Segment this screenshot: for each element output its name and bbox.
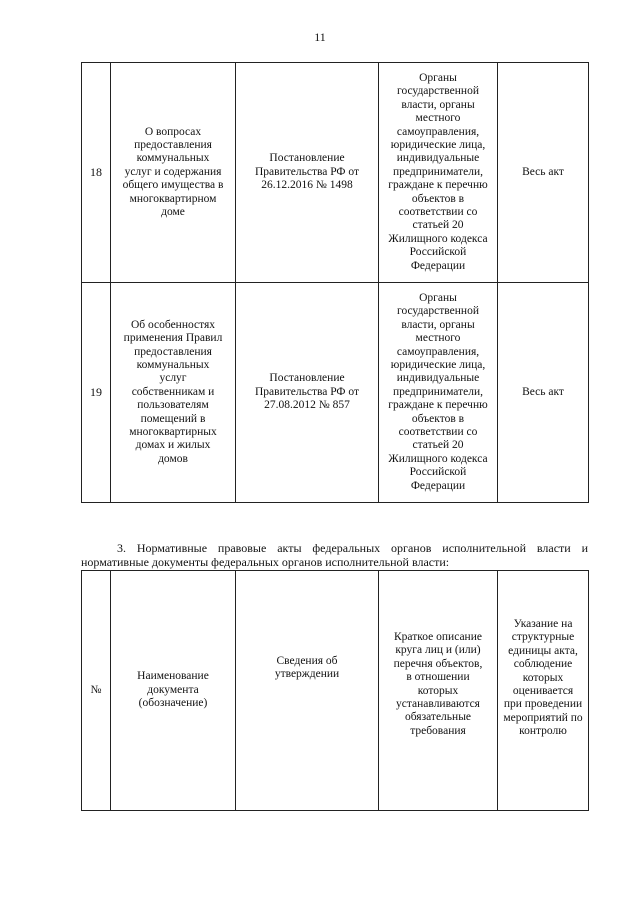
text-line: документа [147, 683, 199, 696]
text-line: юридические лица, [390, 138, 486, 151]
scope-units: Весь акт [498, 63, 589, 283]
text-line: Краткое описание [394, 631, 482, 643]
row-number: 18 [82, 63, 111, 283]
text-line: соответствии со [398, 206, 478, 219]
text-line: Сведения об [276, 655, 338, 667]
text-line: домах и жилых [135, 439, 211, 452]
text-line: круга лиц и (или) [395, 644, 481, 657]
section-3-heading: 3. Нормативные правовые акты федеральных органов исполнительной власти и нормативные документы федеральных органов исполнительной власти: [81, 541, 588, 569]
text-line: Федерации [410, 259, 466, 272]
text-line: государственной [397, 305, 479, 318]
text-line: Об особенностях [130, 318, 216, 331]
text-line: соответствии со [398, 426, 478, 439]
text-line: применения Правил [123, 332, 223, 345]
table-row [82, 63, 589, 283]
text-line: Правительства РФ от [254, 165, 360, 178]
text-line: Постановление [269, 372, 345, 385]
text-line: Органы [419, 71, 457, 84]
text-line: устанавливаются [396, 698, 480, 711]
text-line: услуг [159, 372, 187, 385]
text-line: Российской [409, 466, 467, 479]
header-name [111, 571, 236, 811]
acts-table-continued [81, 62, 589, 503]
text-line: Органы [419, 291, 457, 304]
text-line: требования [410, 724, 466, 737]
table-row [82, 283, 589, 503]
text-line: местного [415, 332, 461, 345]
text-line: которых [417, 684, 459, 697]
text-line: соблюдение [513, 658, 573, 671]
text-line: общего имущества в [122, 179, 224, 192]
text-line: предприниматели, [393, 165, 483, 178]
text-line: домов [158, 452, 188, 465]
text-line: индивидуальные [396, 152, 480, 165]
text-line: при проведении [503, 698, 583, 711]
text-line: 27.08.2012 № 857 [264, 399, 350, 412]
text-line: в отношении [406, 671, 470, 684]
text-line: местного [415, 112, 461, 125]
approval-info [236, 63, 379, 283]
text-line: Наименование [137, 670, 209, 683]
text-line: власти, органы [401, 98, 475, 111]
approval-info [236, 283, 379, 503]
text-line: предприниматели, [393, 385, 483, 398]
text-line: Правительства РФ от [254, 385, 360, 398]
text-line: многоквартирных [129, 426, 217, 439]
text-line: Постановление [269, 152, 345, 165]
text-line: пользователям [137, 399, 209, 412]
text-line: услуг и содержания [124, 165, 222, 178]
subjects-description [379, 63, 498, 283]
federal-acts-table [81, 570, 589, 811]
text-line: коммунальных [136, 358, 210, 371]
text-line: обязательные [404, 711, 472, 724]
text-line: предоставления [134, 138, 212, 151]
row-number: 19 [82, 283, 111, 503]
text-line: доме [161, 206, 185, 219]
text-line: объектов в [411, 192, 465, 205]
text-line: Федерации [410, 479, 466, 492]
text-line: утверждении [274, 668, 340, 681]
text-line: юридические лица, [390, 358, 486, 371]
text-line: перечня объектов, [393, 657, 483, 670]
subjects-description [379, 283, 498, 503]
text-line: О вопросах [144, 125, 202, 138]
text-line: Жилищного кодекса [388, 232, 488, 245]
text-line: Жилищного кодекса [388, 452, 488, 465]
table-header-row [82, 571, 589, 811]
text-line: Указание на [513, 618, 573, 630]
text-line: помещений в [140, 412, 206, 425]
text-line: многоквартирном [129, 192, 217, 205]
text-line: граждане к перечню [388, 179, 488, 192]
text-line: самоуправления, [396, 345, 480, 358]
text-line: (обозначение) [138, 697, 208, 710]
header-num: № [82, 571, 111, 811]
text-line: коммунальных [136, 152, 210, 165]
text-line: которых [522, 671, 564, 684]
text-line: индивидуальные [396, 372, 480, 385]
text-line: мероприятий по [503, 711, 583, 724]
text-line: государственной [397, 85, 479, 98]
text-line: самоуправления, [396, 125, 480, 138]
header-subjects [379, 571, 498, 811]
header-scope [498, 571, 589, 811]
document-name [111, 283, 236, 503]
document-name [111, 63, 236, 283]
text-line: собственникам и [131, 385, 215, 398]
text-line: статьей 20 [412, 439, 464, 452]
text-line: предоставления [134, 345, 212, 358]
header-approval [236, 571, 379, 811]
text-line: статьей 20 [412, 219, 464, 232]
text-line: граждане к перечню [388, 399, 488, 412]
scope-units: Весь акт [498, 283, 589, 503]
text-line: власти, органы [401, 318, 475, 331]
text-line: структурные [511, 631, 575, 644]
page-number: 11 [314, 30, 326, 44]
text-line: оценивается [512, 685, 574, 698]
text-line: объектов в [411, 412, 465, 425]
text-line: контролю [519, 725, 567, 738]
text-line: Российской [409, 246, 467, 259]
text-line: единицы акта, [508, 644, 578, 657]
text-line: 26.12.2016 № 1498 [261, 179, 353, 192]
